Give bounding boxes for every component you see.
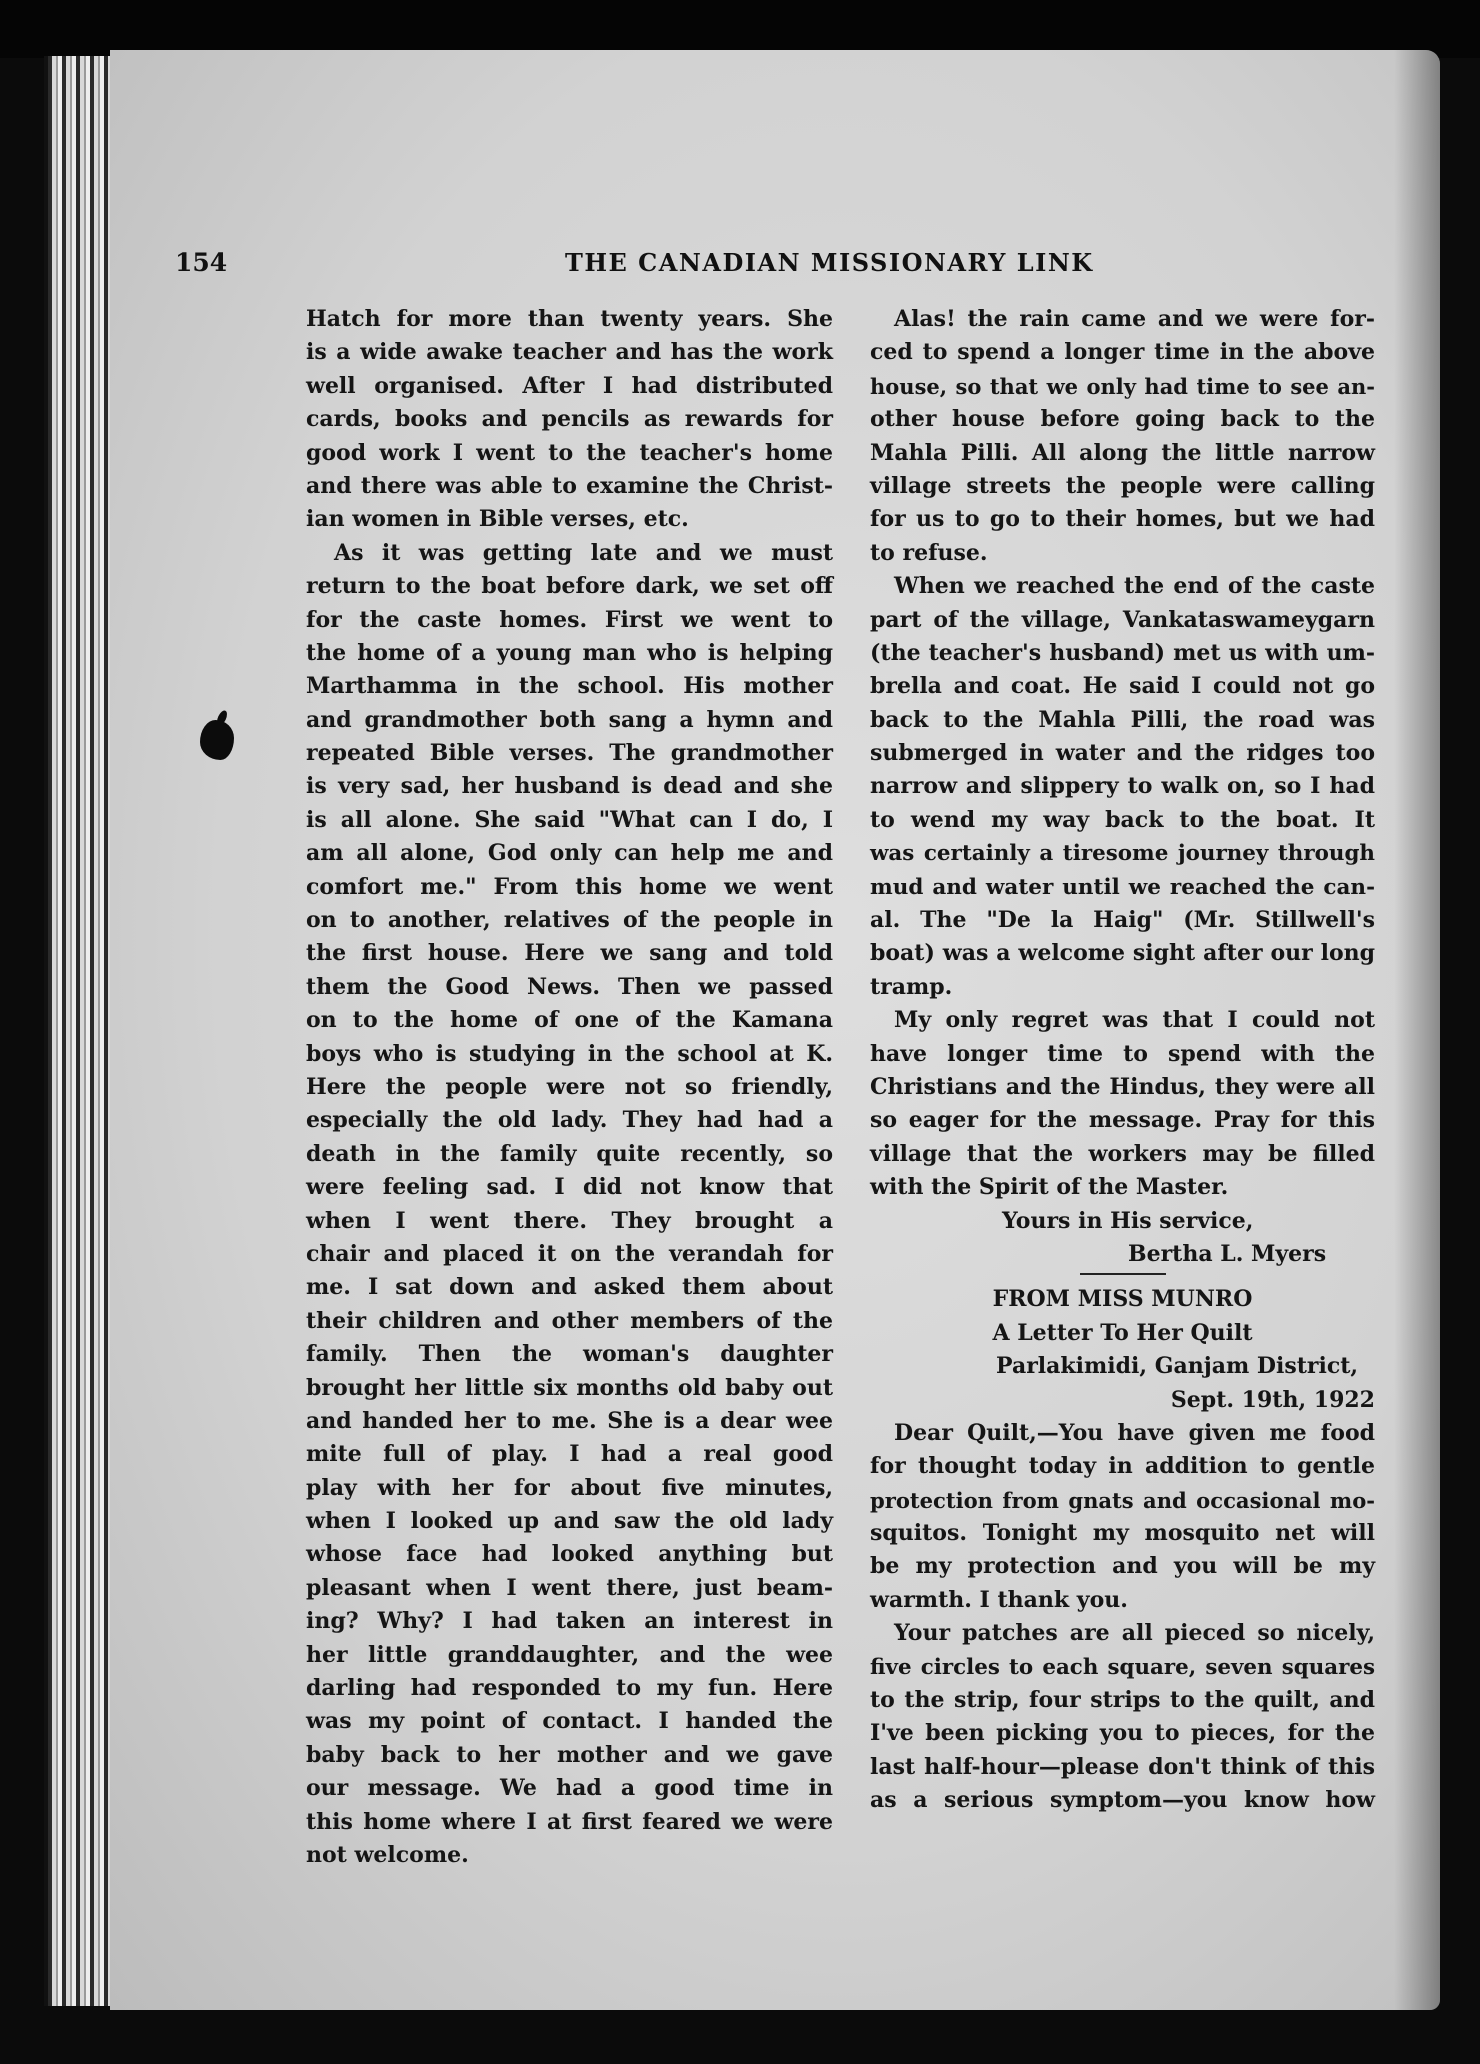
text-line: Alas! the rain came and we were for- — [894, 306, 1375, 332]
text-line: whose face had looked anything but — [306, 1541, 833, 1568]
text-line: when I looked up and saw the old lady — [306, 1508, 833, 1535]
text-line: protection from gnats and occasional mo- — [870, 1487, 1375, 1513]
text-line: submerged in water and the ridges too — [870, 740, 1375, 767]
text-line: so eager for the message. Pray for this — [870, 1107, 1375, 1134]
text-line: warmth. I thank you. — [870, 1586, 1128, 1613]
text-line: is very sad, her husband is dead and she — [306, 773, 833, 800]
text-line: family. Then the woman's daughter — [306, 1341, 833, 1368]
text-line: chair and placed it on the verandah for — [306, 1240, 833, 1267]
text-line: repeated Bible verses. The grandmother — [306, 740, 833, 767]
text-line: comfort me." From this home we went — [306, 873, 833, 900]
text-line: was certainly a tiresome journey through — [870, 841, 1375, 867]
text-line: other house before going back to the — [870, 406, 1375, 433]
text-line: have longer time to spend with the — [870, 1040, 1375, 1067]
text-line: to wend my way back to the boat. It — [870, 806, 1375, 833]
text-line: to refuse. — [870, 539, 988, 566]
text-line: this home where I at first feared we were — [306, 1808, 833, 1835]
text-line: My only regret was that I could not — [894, 1007, 1375, 1034]
text-line: them the Good News. Then we passed — [306, 973, 833, 1000]
text-line: narrow and slippery to walk on, so I had — [870, 773, 1375, 800]
text-line: I've been picking you to pieces, for the — [870, 1720, 1375, 1747]
signature: Bertha L. Myers — [1128, 1240, 1327, 1267]
text-line: is all alone. She said "What can I do, I — [306, 806, 833, 833]
text-line: (the teacher's husband) met us with um- — [870, 639, 1375, 666]
text-line: village streets the people were calling — [870, 472, 1375, 499]
text-line: part of the village, Vankataswameygarn — [870, 606, 1375, 633]
text-line: the home of a young man who is helping — [306, 639, 833, 666]
book-page-edges — [44, 56, 118, 2006]
text-line: village that the workers may be filled — [870, 1140, 1375, 1167]
text-line: Hatch for more than twenty years. She — [306, 306, 833, 332]
text-line: and grandmother both sang a hymn and — [306, 706, 833, 733]
text-line: her little granddaughter, and the wee — [306, 1641, 833, 1668]
text-line: boys who is studying in the school at K. — [306, 1040, 833, 1067]
running-title: THE CANADIAN MISSIONARY LINK — [565, 248, 1094, 277]
text-line: with the Spirit of the Master. — [870, 1174, 1229, 1201]
text-line: tramp. — [870, 973, 953, 1000]
text-line: Here the people were not so friendly, — [306, 1073, 833, 1100]
text-line: be my protection and you will be my — [870, 1553, 1375, 1580]
text-line: mite full of play. I had a real good — [306, 1441, 833, 1468]
text-line: as a serious symptom—you know how — [870, 1787, 1375, 1814]
text-line: on to another, relatives of the people in — [306, 907, 833, 934]
text-line: As it was getting late and we must — [334, 539, 833, 566]
text-line: and handed her to me. She is a dear wee — [306, 1407, 833, 1434]
text-line: for thought today in addition to gentle — [870, 1453, 1375, 1480]
section-heading: FROM MISS MUNRO — [992, 1286, 1253, 1313]
page-shadow — [1394, 50, 1440, 2010]
text-line: last half-hour—please don't think of this — [870, 1753, 1375, 1780]
ink-blot — [200, 720, 234, 760]
text-line: good work I went to the teacher's home — [306, 439, 833, 466]
section-subheading: A Letter To Her Quilt — [992, 1319, 1253, 1346]
text-line: five circles to each square, seven squares — [870, 1654, 1375, 1680]
closing: Yours in His service, — [1002, 1207, 1254, 1234]
text-line: return to the boat before dark, we set off — [306, 573, 833, 600]
page-number: 154 — [175, 248, 228, 277]
text-line: brella and coat. He said I could not go — [870, 673, 1375, 700]
signature-rule — [1080, 1273, 1166, 1275]
text-line: Mahla Pilli. All along the little narrow — [870, 439, 1375, 466]
text-line: is a wide awake teacher and has the work — [306, 339, 833, 366]
text-line: their children and other members of the — [306, 1307, 833, 1334]
text-line: back to the Mahla Pilli, the road was — [870, 706, 1375, 733]
text-line: not welcome. — [306, 1841, 469, 1868]
text-line: death in the family quite recently, so — [306, 1140, 833, 1167]
text-line: especially the old lady. They had had a — [306, 1107, 833, 1134]
text-line: brought her little six months old baby out — [306, 1374, 833, 1401]
text-line: Dear Quilt,—You have given me food — [894, 1419, 1375, 1446]
text-line: our message. We had a good time in — [306, 1775, 833, 1802]
text-line: when I went there. They brought a — [306, 1207, 833, 1234]
text-line: were feeling sad. I did not know that — [306, 1174, 833, 1201]
text-line: was my point of contact. I handed the — [306, 1708, 833, 1735]
text-line: well organised. After I had distributed — [306, 372, 833, 399]
right-column — [870, 303, 1375, 1818]
text-line: Christians and the Hindus, they were all — [870, 1073, 1375, 1100]
text-line: me. I sat down and asked them about — [306, 1274, 833, 1301]
text-line: ing? Why? I had taken an interest in — [306, 1608, 833, 1635]
location-line: Parlakimidi, Ganjam District, — [996, 1353, 1359, 1380]
text-line: ian women in Bible verses, etc. — [306, 506, 689, 533]
text-line: squitos. Tonight my mosquito net will — [870, 1520, 1375, 1547]
text-line: the first house. Here we sang and told — [306, 940, 833, 967]
text-line: house, so that we only had time to see an- — [870, 373, 1375, 399]
text-line: cards, books and pencils as rewards for — [306, 406, 833, 433]
text-line: pleasant when I went there, just beam- — [306, 1574, 833, 1601]
text-line: baby back to her mother and we gave — [306, 1741, 833, 1768]
page-header — [175, 248, 1175, 288]
text-line: boat) was a welcome sight after our long — [870, 940, 1375, 967]
text-line: to the strip, four strips to the quilt, and — [870, 1687, 1375, 1714]
text-line: on to the home of one of the Kamana — [306, 1007, 833, 1034]
text-line: for us to go to their homes, but we had — [870, 506, 1375, 533]
text-line: for the caste homes. First we went to — [306, 606, 833, 633]
text-line: and there was able to examine the Christ- — [306, 472, 833, 499]
text-line: mud and water until we reached the can- — [870, 874, 1375, 900]
text-line: Marthamma in the school. His mother — [306, 673, 833, 700]
left-column — [306, 303, 833, 1872]
text-line: darling had responded to my fun. Here — [306, 1675, 833, 1702]
text-line: al. The "De la Haig" (Mr. Stillwell's — [870, 907, 1375, 934]
text-line: play with her for about five minutes, — [306, 1474, 833, 1501]
date-line: Sept. 19th, 1922 — [1170, 1386, 1375, 1413]
text-line: When we reached the end of the caste — [894, 573, 1375, 600]
text-line: Your patches are all pieced so nicely, — [894, 1620, 1375, 1647]
text-line: ced to spend a longer time in the above — [870, 339, 1375, 366]
text-line: am all alone, God only can help me and — [306, 840, 833, 867]
